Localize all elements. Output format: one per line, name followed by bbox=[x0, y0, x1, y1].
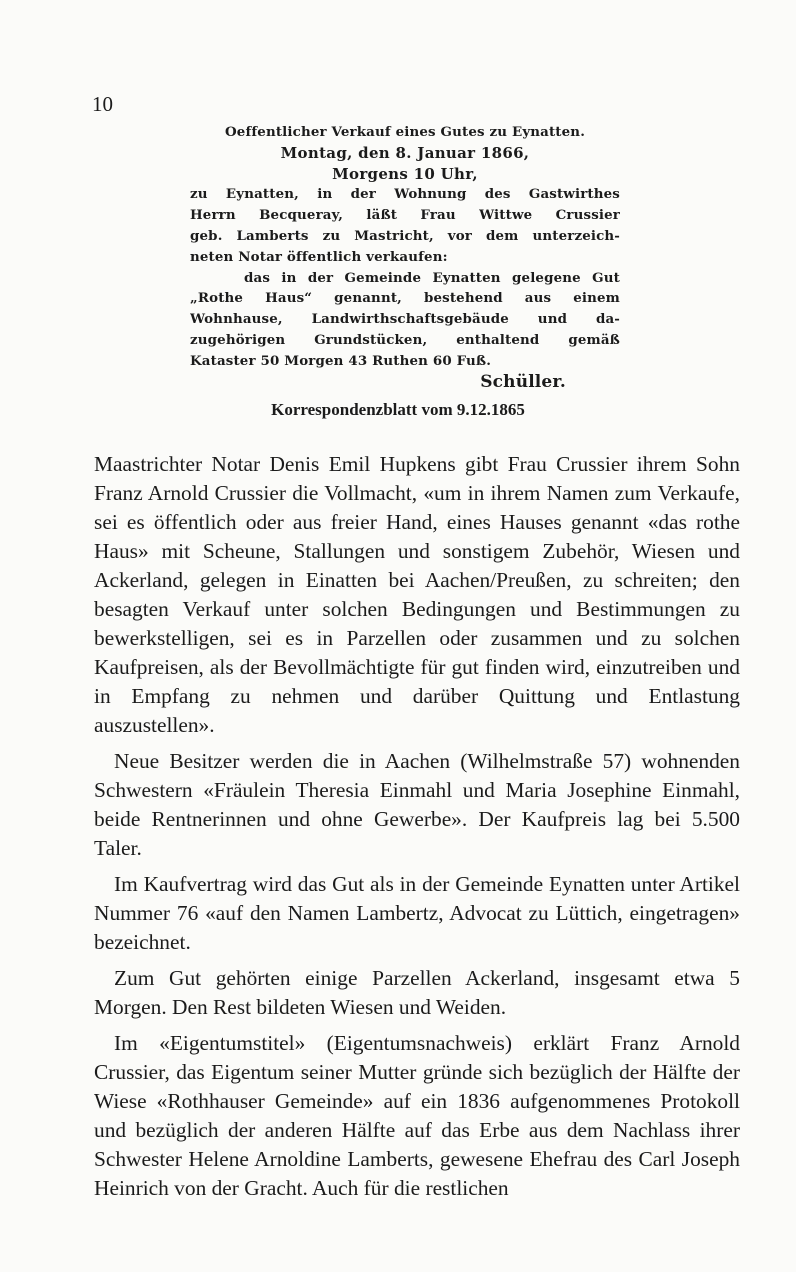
paragraph: Im Kaufvertrag wird das Gut als in der Gemeinde Eynatten unter Artikel Nummer 76 «auf den Namen Lambertz, Advocat zu Lüttich, eingetragen» bezeichnet. bbox=[94, 872, 740, 954]
paragraph: Maastrichter Notar Denis Emil Hupkens gibt Frau Crussier ihrem Sohn Franz Arnold Crussier die Vollmacht, «um in ihrem Namen zum Verkaufe, sei es öffentlich oder aus freier Hand, eines Hauses genannt «das rothe Haus» mit Scheune, Stallungen und sonstigem Zubehör, Wiesen und Ackerland, gelegen in Einatten bei Aachen/Preußen, zu schreiten; den besagten Verkauf unter solchen Bedingungen und Bestimmungen zu bewerkstelligen, sei es in Parzellen oder zusammen und zu solchen Kaufpreisen, als der Bevollmächtigte für gut finden wird, einzutreiben und in Empfang zu nehmen und darüber Quittung und Entlastung auszustellen». bbox=[94, 452, 740, 737]
notice-date: Montag, den 8. Januar 1866, bbox=[280, 143, 530, 162]
notice-line: zugehörigen Grundstücken, enthaltend gemäß bbox=[190, 331, 620, 348]
newspaper-notice-clipping bbox=[190, 122, 620, 393]
notice-line: das in der Gemeinde Eynatten gelegene Gut bbox=[244, 269, 620, 286]
notice-signature: Schüller. bbox=[480, 371, 566, 392]
page-number: 10 bbox=[92, 92, 113, 116]
body-text bbox=[94, 450, 740, 1203]
paragraph: Zum Gut gehörten einige Parzellen Ackerland, insgesamt etwa 5 Morgen. Den Rest bildeten Wiesen und Weiden. bbox=[94, 966, 740, 1019]
notice-headline: Oeffentlicher Verkauf eines Gutes zu Eynatten. bbox=[224, 124, 586, 140]
paragraph: Neue Besitzer werden die in Aachen (Wilhelmstraße 57) wohnenden Schwestern «Fräulein Theresia Einmahl und Maria Josephine Einmahl, beide Rentnerinnen und ohne Gewerbe». Der Kaufpreis lag bei 5.500 Taler. bbox=[94, 749, 740, 860]
notice-line: „Rothe Haus“ genannt, bestehend aus einem bbox=[190, 290, 620, 307]
notice-line: zu Eynatten, in der Wohnung des Gastwirthes bbox=[190, 186, 620, 203]
notice-line: geb. Lamberts zu Mastricht, vor dem unterzeich- bbox=[190, 227, 620, 244]
figure-caption: Korrespondenzblatt vom 9.12.1865 bbox=[271, 400, 525, 419]
notice-line: Kataster 50 Morgen 43 Ruthen 60 Fuß. bbox=[190, 352, 492, 369]
notice-line: Wohnhause, Landwirthschaftsgebäude und da- bbox=[190, 311, 620, 328]
notice-line: Herrn Becqueray, läßt Frau Wittwe Crussier bbox=[190, 207, 620, 224]
notice-line: neten Notar öffentlich verkaufen: bbox=[190, 248, 448, 265]
notice-time: Morgens 10 Uhr, bbox=[332, 164, 478, 183]
paragraph: Im «Eigentumstitel» (Eigentumsnachweis) erklärt Franz Arnold Crussier, das Eigentum seiner Mutter gründe sich bezüglich der Hälfte der Wiese «Rothhauser Gemeinde» auf ein 1836 aufgenommenes Protokoll und bezüglich der anderen Hälfte auf das Erbe aus dem Nachlass ihrer Schwester Helene Arnoldine Lamberts, gewesene Ehefrau des Carl Joseph Heinrich von der Gracht. Auch für die restlichen bbox=[94, 1031, 740, 1200]
